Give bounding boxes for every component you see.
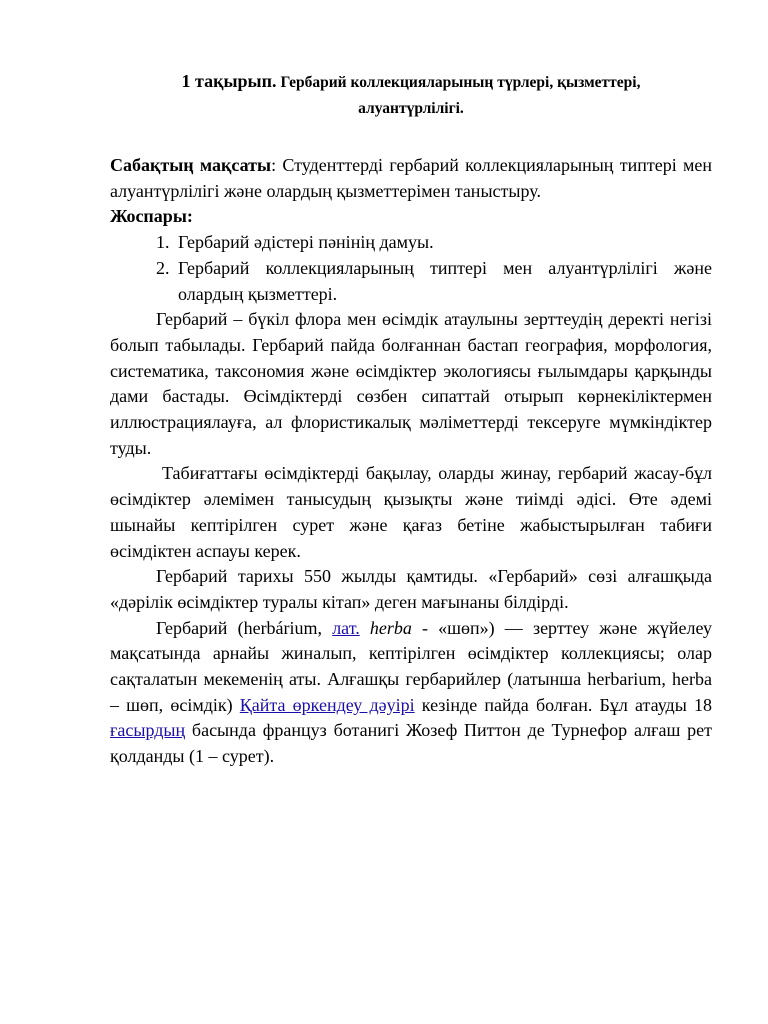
century-link[interactable]: ғасырдың (110, 720, 186, 741)
lesson-goal-label: Сабақтың мақсаты (110, 155, 272, 175)
lesson-goal (110, 153, 712, 204)
latin-word: herba (369, 617, 412, 638)
latin-link[interactable]: лат. (332, 617, 360, 638)
list-item-number: 2. (156, 257, 170, 278)
paragraph-herbarium-basis: Гербарий – бүкіл флора мен өсімдік атаулыны зерттеудің деректі негізі болып табылады. Гербарий пайда болғаннан бастап география, морфология, систематика, таксономия және өсімдіктер экологиясы ғылымдары қарқынды дами бастады. Өсімдіктерді сөзбен сипаттай отырып көрнекіліктермен иллюстрациялауға, ал флористикалық мәліметтерді тексеруге мүмкіндіктер туды. (110, 309, 712, 458)
paragraph-plant-observation: Табиғаттағы өсімдіктерді бақылау, оларды жинау, гербарий жасау-бұл өсімдіктер әлемімен танысудың қызықты және тиімді әдісі. Өте әдемі шынайы кептірілген сурет және қағаз бетіне жабыстырылған табиғи өсімдіктен аспауы керек. (110, 463, 712, 561)
paragraph-history: Гербарий тарихы 550 жылды қамтиды. «Гербарий» сөзі алғашқыда «дәрілік өсімдіктер туралы кітап» деген мағынаны білдірді. (110, 566, 712, 612)
topic-title-line1: Гербарий коллекцияларының түрлері, қызметтері, (280, 74, 641, 91)
document-body (110, 153, 712, 770)
definition-space (360, 618, 370, 638)
definition-text-1: Гербарий (herbárium, (156, 617, 333, 638)
definition-text-4: басында француз ботанигі Жозеф Питтон де Турнефор алғаш рет қолданды (1 – сурет). (110, 720, 712, 767)
plan-heading: Жоспары: (110, 206, 193, 227)
definition-text-2: - «шөп») — зерттеу және жүйелеу мақсатында арнайы жиналып, кептірілген өсімдіктер коллекциясы; олар сақталатын мекеменің аты. Алғашқы гербарийлер (латынша herbarium, herba – шөп, өсімдік) (110, 617, 713, 715)
renaissance-link[interactable]: Қайта өркендеу дәуірі (239, 694, 415, 715)
topic-number: 1 тақырып. (181, 71, 277, 91)
lesson-goal-text: Студенттерді гербарий коллекцияларының типтері мен алуантүрлілігі және олардың қызметтерімен таныстыру. (110, 155, 712, 201)
list-item (156, 230, 712, 256)
plan-list (110, 230, 712, 307)
paragraph-definition (110, 616, 712, 770)
list-item-text: Гербарий әдістері пәнінің дамуы. (178, 232, 434, 253)
list-item-text: Гербарий коллекцияларының типтері мен алуантүрлілігі және олардың қызметтері. (178, 257, 712, 304)
definition-text-3: кезінде пайда болған. Бұл атауды 18 (414, 694, 712, 715)
list-item (156, 256, 712, 307)
topic-title-line2: алуантүрлілігі. (358, 100, 464, 117)
lesson-goal-colon: : (271, 155, 277, 175)
list-item-number: 1. (156, 232, 170, 253)
page-title (110, 68, 712, 122)
